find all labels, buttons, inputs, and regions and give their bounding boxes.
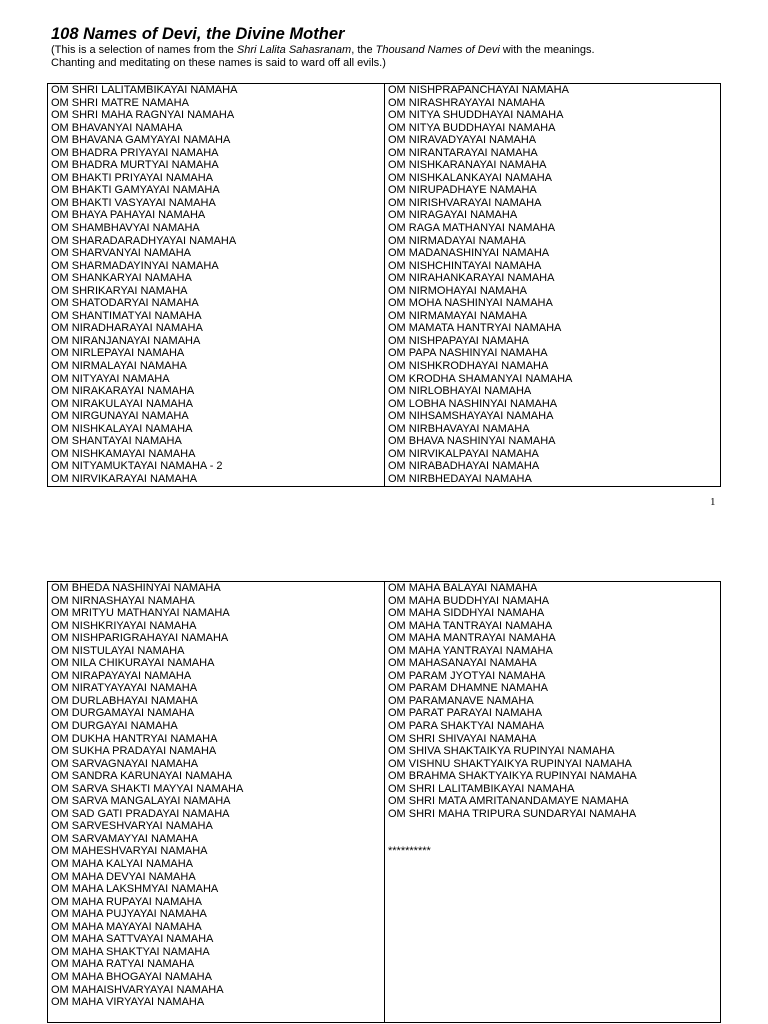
names-table-2 (47, 581, 721, 1023)
name-entry: OM MOHA NASHINYAI NAMAHA (388, 297, 553, 310)
name-entry: OM SHANTAYAI NAMAHA (51, 435, 182, 448)
name-entry: OM NIRVIKARAYAI NAMAHA (51, 472, 198, 485)
name-entry: OM NIRASHRAYAYAI NAMAHA (388, 96, 545, 109)
name-entry: OM BHAKTI VASYAYAI NAMAHA (51, 196, 216, 209)
name-entry: OM BHEDA NASHINYAI NAMAHA (51, 582, 221, 594)
name-entry: OM NIRLEPAYAI NAMAHA (51, 347, 185, 360)
name-entry: OM NISHKALAYAI NAMAHA (51, 422, 193, 435)
name-entry: OM MAMATA HANTRYAI NAMAHA (388, 322, 562, 335)
name-entry: OM NIRABADHAYAI NAMAHA (388, 460, 540, 473)
name-entry: OM NITYA SHUDDHAYAI NAMAHA (388, 109, 564, 122)
name-entry: OM BHAKTI PRIYAYAI NAMAHA (51, 171, 213, 184)
name-entry: OM KRODHA SHAMANYAI NAMAHA (388, 372, 573, 385)
name-entry: OM MAHAISHVARYAYAI NAMAHA (51, 983, 224, 996)
name-entry: OM BRAHMA SHAKTYAIKYA RUPINYAI NAMAHA (388, 770, 637, 783)
name-entry: OM SHRIKARYAI NAMAHA (51, 284, 188, 297)
name-entry: OM MAHA TANTRAYAI NAMAHA (388, 619, 553, 632)
name-entry: OM SHARADARADHYAYAI NAMAHA (51, 234, 237, 247)
name-entry: OM DURGAYAI NAMAHA (51, 720, 178, 733)
name-entry: OM NILA CHIKURAYAI NAMAHA (51, 657, 215, 670)
name-entry: OM DUKHA HANTRYAI NAMAHA (51, 732, 218, 745)
blank-row (388, 820, 720, 833)
intro-line-2: Chanting and meditating on these names is said to ward off all evils.) (51, 56, 386, 69)
name-entry: OM NIRATYAYAYAI NAMAHA (51, 682, 198, 695)
end-marker: ********** (388, 845, 431, 858)
name-entry: OM MAHA SIDDHYAI NAMAHA (388, 607, 545, 620)
name-entry: OM SHIVA SHAKTAIKYA RUPINYAI NAMAHA (388, 745, 615, 758)
name-entry: OM BHAYA PAHAYAI NAMAHA (51, 209, 206, 222)
name-entry: OM MAHESHVARYAI NAMAHA (51, 845, 208, 858)
name-entry: OM NIHSAMSHAYAYAI NAMAHA (388, 410, 554, 423)
blank-row (388, 833, 720, 846)
name-entry: OM NIRISHVARAYAI NAMAHA (388, 196, 542, 209)
name-entry: OM PARAMANAVE NAMAHA (388, 694, 534, 707)
name-entry: OM MAHA RATYAI NAMAHA (51, 958, 195, 971)
name-entry: OM SHRI LALITAMBIKAYAI NAMAHA (51, 84, 238, 96)
name-entry: OM SANDRA KARUNAYAI NAMAHA (51, 770, 233, 783)
name-entry: OM NIRLOBHAYAI NAMAHA (388, 385, 532, 398)
name-entry: OM SARVAGNAYAI NAMAHA (51, 757, 199, 770)
name-entry: OM MAHA PUJYAYAI NAMAHA (51, 908, 207, 921)
intro-line-1 (51, 44, 595, 57)
name-entry: OM SHRI MATRE NAMAHA (51, 96, 189, 109)
name-entry: OM NISHCHINTAYAI NAMAHA (388, 259, 542, 272)
names-column-left (48, 84, 385, 486)
name-entry: OM PARAM DHAMNE NAMAHA (388, 682, 548, 695)
name-entry: OM NISHPARIGRAHAYAI NAMAHA (51, 632, 229, 645)
name-entry: OM PARAT PARAYAI NAMAHA (388, 707, 543, 720)
name-entry: OM MAHA RUPAYAI NAMAHA (51, 895, 202, 908)
name-entry: OM NITYAMUKTAYAI NAMAHA - 2 (51, 460, 223, 473)
name-entry: OM NIRAVADYAYAI NAMAHA (388, 134, 537, 147)
name-entry: OM SHANTIMATYAI NAMAHA (51, 309, 202, 322)
name-entry: OM VISHNU SHAKTYAIKYA RUPINYAI NAMAHA (388, 757, 632, 770)
names-column-right (385, 582, 720, 1022)
name-entry: OM MAHA BUDDHYAI NAMAHA (388, 594, 550, 607)
name-entry: OM NIRUPADHAYE NAMAHA (388, 184, 537, 197)
name-entry: OM SHARMADAYINYAI NAMAHA (51, 259, 219, 272)
name-entry: OM NISHPAPAYAI NAMAHA (388, 334, 529, 347)
name-entry: OM SHARVANYAI NAMAHA (51, 247, 191, 260)
name-entry: OM BHAKTI GAMYAYAI NAMAHA (51, 184, 220, 197)
name-entry: OM SHRI MAHA RAGNYAI NAMAHA (51, 109, 235, 122)
name-entry: OM NIRANJANAYAI NAMAHA (51, 334, 201, 347)
intro-text-after: with the meanings. (499, 44, 595, 56)
name-entry: OM PAPA NASHINYAI NAMAHA (388, 347, 548, 360)
intro-text-middle: , the (351, 44, 376, 56)
intro-alt-title: Thousand Names of Devi (375, 44, 500, 56)
name-entry: OM SHRI MAHA TRIPURA SUNDARYAI NAMAHA (388, 807, 637, 820)
document-title: 108 Names of Devi, the Divine Mother (51, 25, 345, 43)
name-entry: OM NIRAHANKARAYAI NAMAHA (388, 272, 555, 285)
name-entry: OM NISHKARANAYAI NAMAHA (388, 159, 547, 172)
name-entry: OM MAHA SATTVAYAI NAMAHA (51, 933, 214, 946)
name-entry: OM NIRMOHAYAI NAMAHA (388, 284, 527, 297)
name-entry: OM BHADRA PRIYAYAI NAMAHA (51, 146, 219, 159)
name-entry: OM BHAVANYAI NAMAHA (51, 121, 183, 134)
name-entry: OM BHADRA MURTYAI NAMAHA (51, 159, 219, 172)
name-entry: OM MADANASHINYAI NAMAHA (388, 247, 550, 260)
name-entry: OM SHATODARYAI NAMAHA (51, 297, 199, 310)
name-entry: OM NITYAYAI NAMAHA (51, 372, 170, 385)
name-entry: OM MAHA BHOGAYAI NAMAHA (51, 970, 212, 983)
name-entry: OM RAGA MATHANYAI NAMAHA (388, 222, 556, 235)
name-entry: OM MAHA MAYAYAI NAMAHA (51, 920, 202, 933)
name-entry: OM MAHA SHAKTYAI NAMAHA (51, 945, 210, 958)
names-column-right (385, 84, 720, 486)
name-entry: OM NITYA BUDDHAYAI NAMAHA (388, 121, 556, 134)
name-entry: OM SUKHA PRADAYAI NAMAHA (51, 745, 217, 758)
name-entry: OM BHAVA NASHINYAI NAMAHA (388, 435, 556, 448)
name-entry: OM LOBHA NASHINYAI NAMAHA (388, 397, 558, 410)
name-entry: OM SHRI LALITAMBIKAYAI NAMAHA (388, 782, 575, 795)
name-entry: OM MAHA YANTRAYAI NAMAHA (388, 644, 553, 657)
name-entry: OM PARA SHAKTYAI NAMAHA (388, 720, 545, 733)
intro-text (51, 44, 595, 70)
name-entry: OM MAHASANAYAI NAMAHA (388, 657, 537, 670)
name-entry: OM NIRNASHAYAI NAMAHA (51, 594, 195, 607)
name-entry: OM SHAMBHAVYAI NAMAHA (51, 222, 200, 235)
name-entry: OM DURGAMAYAI NAMAHA (51, 707, 195, 720)
names-table-1 (47, 83, 721, 487)
name-entry: OM NIRBHAVAYAI NAMAHA (388, 422, 530, 435)
name-entry: OM SARVA MANGALAYAI NAMAHA (51, 795, 231, 808)
name-entry: OM NIRAKARAYAI NAMAHA (51, 385, 195, 398)
name-entry: OM NISHKRIYAYAI NAMAHA (51, 619, 197, 632)
name-entry: OM PARAM JYOTYAI NAMAHA (388, 669, 546, 682)
name-entry: OM BHAVANA GAMYAYAI NAMAHA (51, 134, 231, 147)
name-entry: OM NIRAGAYAI NAMAHA (388, 209, 518, 222)
name-entry: OM MAHA BALAYAI NAMAHA (388, 582, 538, 594)
name-entry: OM MAHA LAKSHMYAI NAMAHA (51, 883, 219, 896)
name-entry: OM NISTULAYAI NAMAHA (51, 644, 185, 657)
name-entry: OM MRITYU MATHANYAI NAMAHA (51, 607, 230, 620)
name-entry: OM NIRANTARAYAI NAMAHA (388, 146, 538, 159)
name-entry: OM SAD GATI PRADAYAI NAMAHA (51, 807, 230, 820)
name-entry: OM NIRMADAYAI NAMAHA (388, 234, 526, 247)
names-column-left (48, 582, 385, 1022)
name-entry: OM NIRAKULAYAI NAMAHA (51, 397, 194, 410)
name-entry: OM NISHKRODHAYAI NAMAHA (388, 360, 549, 373)
name-entry: OM MAHA DEVYAI NAMAHA (51, 870, 196, 883)
name-entry: OM MAHA KALYAI NAMAHA (51, 858, 194, 871)
name-entry: OM NIRMAMAYAI NAMAHA (388, 309, 527, 322)
name-entry: OM NISHKALANKAYAI NAMAHA (388, 171, 553, 184)
name-entry: OM SARVA SHAKTI MAYYAI NAMAHA (51, 782, 244, 795)
name-entry: OM SARVESHVARYAI NAMAHA (51, 820, 213, 833)
name-entry: OM NISHKAMAYAI NAMAHA (51, 447, 196, 460)
name-entry: OM NIRBHEDAYAI NAMAHA (388, 472, 532, 485)
name-entry: OM NISHPRAPANCHAYAI NAMAHA (388, 84, 569, 96)
name-entry: OM NIRADHARAYAI NAMAHA (51, 322, 203, 335)
intro-source-title: Shri Lalita Sahasranam (236, 44, 352, 56)
name-entry: OM NIRVIKALPAYAI NAMAHA (388, 447, 539, 460)
name-entry: OM NIRMALAYAI NAMAHA (51, 360, 187, 373)
page-number: 1 (710, 496, 716, 508)
name-entry: OM SHRI SHIVAYAI NAMAHA (388, 732, 537, 745)
intro-text-before: (This is a selection of names from the (51, 44, 237, 56)
name-entry: OM SHRI MATA AMRITANANDAMAYE NAMAHA (388, 795, 629, 808)
name-entry: OM MAHA MANTRAYAI NAMAHA (388, 632, 556, 645)
name-entry: OM NIRAPAYAYAI NAMAHA (51, 669, 192, 682)
name-entry: OM MAHA VIRYAYAI NAMAHA (51, 996, 205, 1009)
name-entry: OM NIRGUNAYAI NAMAHA (51, 410, 189, 423)
name-entry: OM SHANKARYAI NAMAHA (51, 272, 192, 285)
name-entry: OM DURLABHAYAI NAMAHA (51, 694, 198, 707)
name-entry: OM SARVAMAYYAI NAMAHA (51, 832, 199, 845)
